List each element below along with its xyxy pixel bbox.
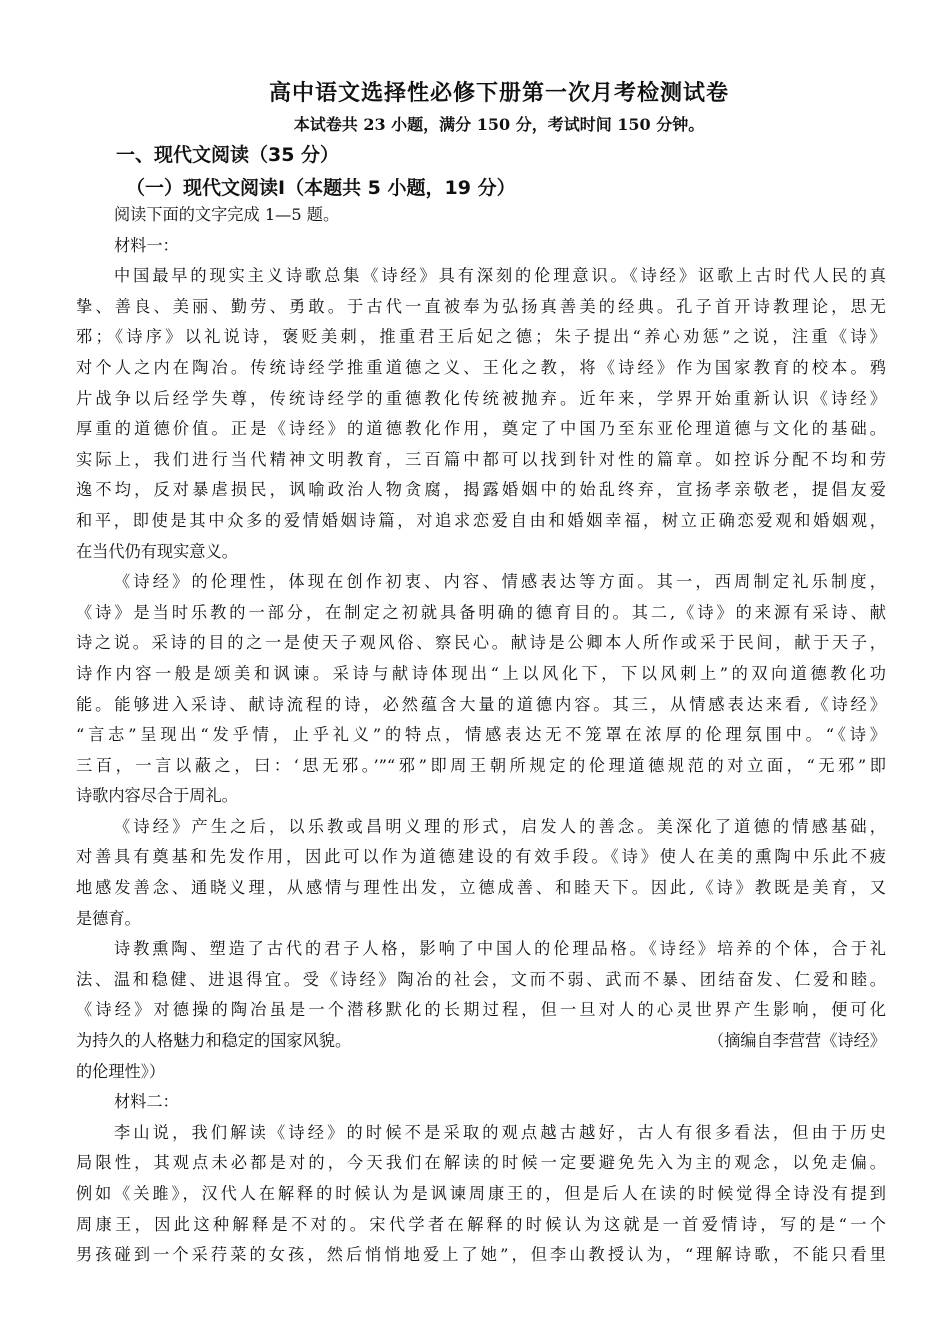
p2-line: 《诗》是当时乐教的一部分，在制定之初就具备明确的德育目的。其二,《诗》的来源有采诗、献	[76, 602, 886, 622]
section-heading: 一、现代文阅读（35 分）	[116, 144, 340, 166]
p3-line: 对善具有奠基和先发作用，因此可以作为道德建设的有效手段。《诗》使人在美的熏陶中乐此不疲	[76, 847, 886, 867]
exam-info: 本试卷共 23 小题，满分 150 分，考试时间 150 分钟。	[293, 115, 705, 134]
p1-line: 实际上，我们进行当代精神文明教育，三百篇中都可以找到针对性的篇章。如控诉分配不均和劳	[76, 449, 886, 469]
p5-line: 李山说，我们解读《诗经》的时候不是采取的观点越古越好，古人有很多看法，但由于历史	[114, 1122, 886, 1142]
p5-line: 例如《关雎》，汉代人在解释的时候认为是讽谏周康王的，但是后人在读的时候觉得全诗没有提到	[76, 1184, 886, 1203]
p3-line: 地感发善念、通晓义理，从感情与理性出发，立德成善、和睦天下。因此,《诗》教既是美育，又	[76, 878, 886, 898]
p1-line: 厚重的道德价值。正是《诗经》的道德教化作用，奠定了中国乃至东亚伦理道德与文化的基础。	[76, 419, 886, 439]
reading-text	[76, 200, 886, 1271]
p1-line: 邪；《诗序》以礼说诗，褒贬美刺，推重君王后妃之德；朱子提出“养心劝惩”之说，注重《诗》	[76, 327, 886, 347]
material-2-label: 材料二：	[114, 1092, 179, 1112]
p1-line: 片战争以后经学失尊，传统诗经学的重德教化传统被抛弃。近年来，学界开始重新认识《诗经》	[76, 388, 886, 408]
p1-line: 和平，即使是其中众多的爱情婚姻诗篇，对追求恋爱自由和婚姻幸福，树立正确恋爱观和婚姻观，	[76, 510, 886, 530]
page-title: 高中语文选择性必修下册第一次月考检测试卷	[268, 81, 729, 106]
instruction: 阅读下面的文字完成 1—5 题。	[114, 205, 340, 224]
p2-line: 诗作内容一般是颂美和讽谏。采诗与献诗体现出“上以风化下，下以风刺上”的双向道德教化功	[76, 663, 886, 683]
p3-line: 是德育。	[76, 908, 141, 928]
p2-line: 《诗经》的伦理性，体现在创作初衷、内容、情感表达等方面。其一，西周制定礼乐制度，	[114, 572, 886, 592]
p3-line: 《诗经》产生之后，以乐教或昌明义理的形式，启发人的善念。美深化了道德的情感基础，	[114, 816, 886, 836]
p5-line: 男孩碰到一个采荇菜的女孩，然后悄悄地爱上了她”，但李山教授认为，“理解诗歌，不能只看里	[76, 1245, 886, 1265]
p4-line: 诗教熏陶、塑造了古代的君子人格，影响了中国人的伦理品格。《诗经》培养的个体，合于礼	[114, 939, 886, 959]
citation: （摘编自李营营《诗经》	[707, 1031, 886, 1051]
p1-line: 中国最早的现实主义诗歌总集《诗经》具有深刻的伦理意识。《诗经》讴歌上古时代人民的真	[114, 266, 886, 286]
p4-line: 法、温和稳健、进退得宜。受《诗经》陶冶的社会，文而不弱、武而不暴、团结奋发、仁爱和睦。	[76, 969, 886, 989]
p2-line: 诗歌内容尽合于周礼。	[76, 786, 238, 806]
p1-line: 对个人之内在陶冶。传统诗经学推重道德之义、王化之教，将《诗经》作为国家教育的校本。鸦	[76, 357, 886, 377]
p2-line: “言志”呈现出“发乎情，止乎礼义”的特点，情感表达无不笼罩在浓厚的伦理氛围中。“《诗》	[76, 725, 886, 745]
subsection-heading: （一）现代文阅读Ⅰ（本题共 5 小题，19 分）	[126, 177, 516, 199]
p5-line: 局限性，其观点未必都是对的，今天我们在解读的时候一定要避免先入为主的观念，以免走偏。	[76, 1153, 886, 1173]
p2-line: 能。能够进入采诗、献诗流程的诗，必然蕴含大量的道德内容。其三，从情感表达来看,《诗经》	[76, 694, 886, 714]
p5-line: 周康王，因此这种解释是不对的。宋代学者在解释的时候认为这就是一首爱情诗，写的是“一个	[76, 1214, 886, 1234]
material-1-label: 材料一：	[114, 235, 179, 255]
p2-line: 诗之说。采诗的目的之一是使天子观风俗、察民心。献诗是公卿本人所作或采于民间，献于天子，	[76, 633, 886, 653]
p1-line: 挚、善良、美丽、勤劳、勇敢。于古代一直被奉为弘扬真善美的经典。孔子首开诗教理论，思无	[76, 296, 886, 316]
p2-line: 三百，一言以蔽之，曰：‘思无邪。’”“邪”即周王朝所规定的伦理道德规范的对立面，“无邪”即	[76, 755, 886, 775]
p1-line: 在当代仍有现实意义。	[76, 541, 238, 561]
p4-line: 《诗经》对德操的陶冶虽是一个潜移默化的长期过程，但一旦对人的心灵世界产生影响，便可化	[76, 1000, 886, 1020]
p1-line: 逸不均，反对暴虐损民，讽喻政治人物贪腐，揭露婚姻中的始乱终弃，宣扬孝亲敬老，提倡友爱	[76, 480, 886, 500]
citation-end: 的伦理性》）	[76, 1061, 166, 1081]
p4-last-text: 为持久的人格魅力和稳定的国家风貌。	[76, 1031, 352, 1051]
p4-line	[76, 1026, 886, 1057]
